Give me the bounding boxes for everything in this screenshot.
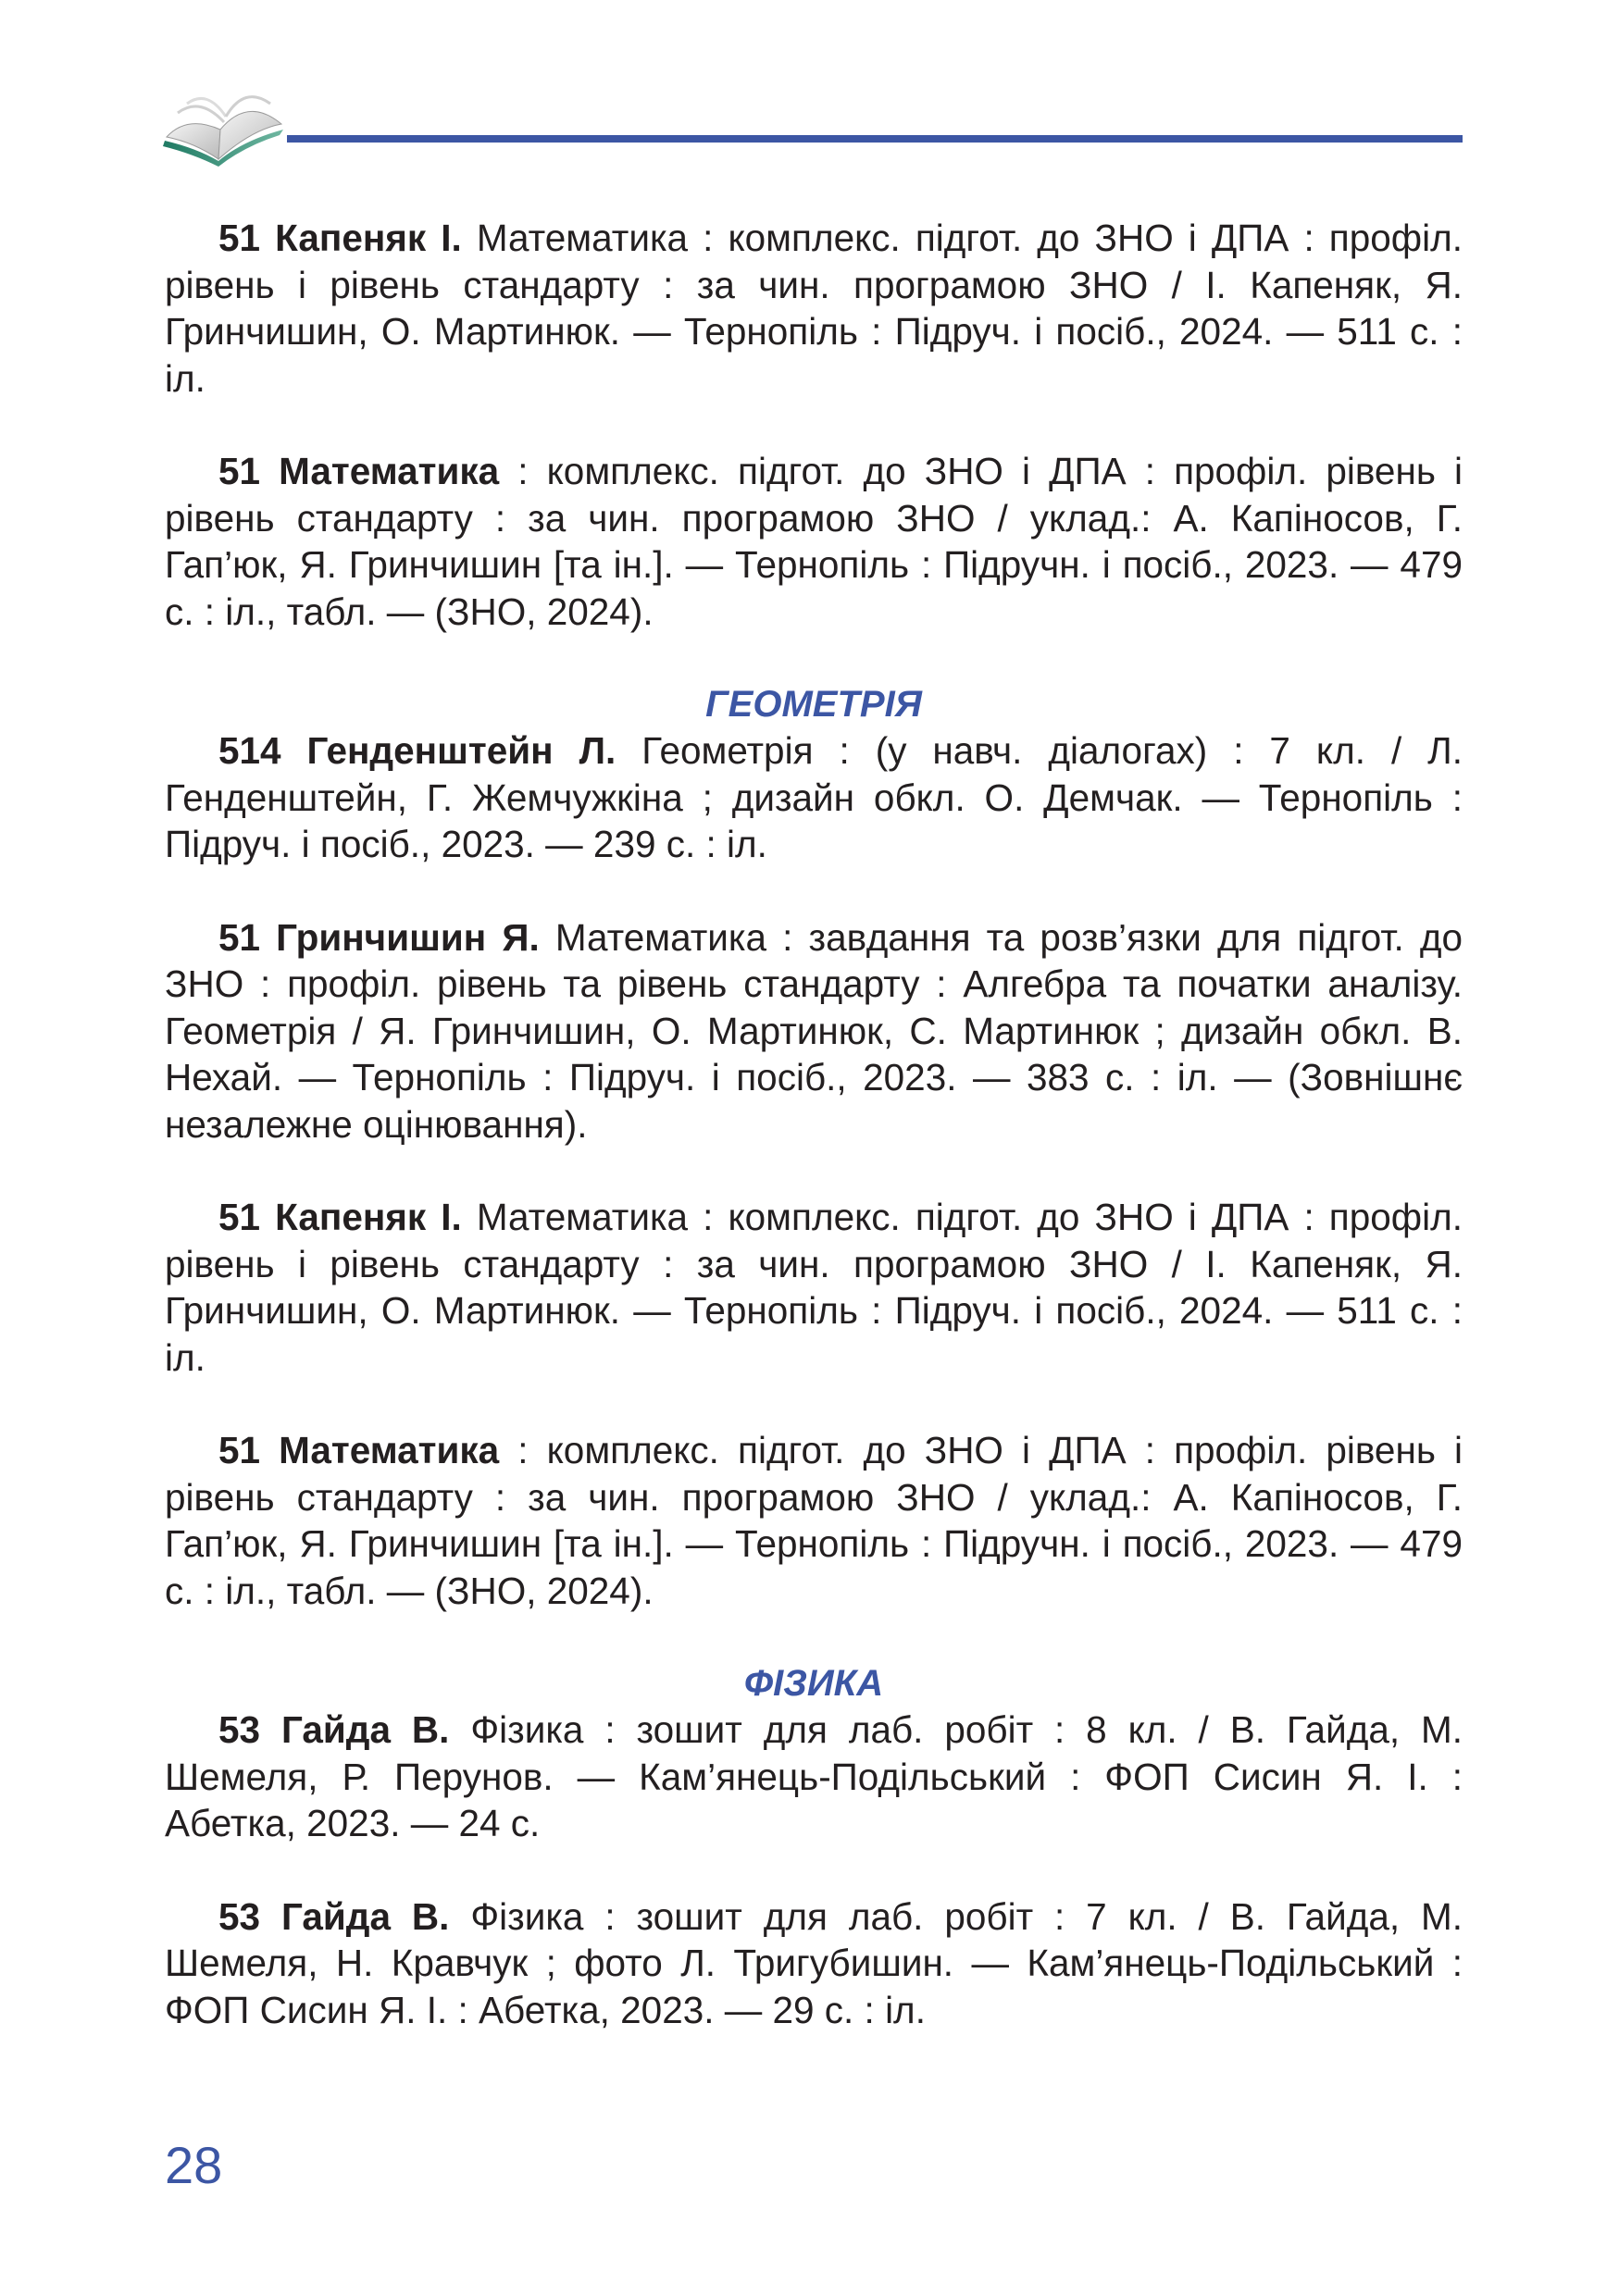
- entry-heading: 53 Гайда В.: [218, 1894, 450, 1938]
- header-rule: [287, 135, 1463, 143]
- entry-description: Математика : комплекс. підгот. до ЗНО і ДПА : профіл. рівень і рівень стандарту : за чин. програмою ЗНО / І. Капеняк, Я. Гринчишин, О. Мартинюк. — Тернопіль : Підруч. і посіб., 2024. — 511 с. : іл.: [165, 217, 1463, 400]
- entry-description: Математика : завдання та розв’язки для підгот. до ЗНО : профіл. рівень та рівень стандарту : Алгебра та початки аналізу. Геометрія / Я. Гринчишин, О. Мартинюк, С. Мартинюк ; дизайн обкл. В. Нехай. — Тернопіль : Підруч. і посіб., 2023. — 383 с. : іл. — (Зовнішнє незалежне оцінювання).: [165, 915, 1463, 1146]
- bibliography-entry: [165, 727, 1463, 868]
- entry-heading: 53 Гайда В.: [218, 1708, 450, 1751]
- entry-description: Фізика : зошит для лаб. робіт : 8 кл. / В. Гайда, М. Шемеля, Р. Перунов. — Кам’янець-Подільський : ФОП Сисин Я. І. : Абетка, 2023. — 24 с.: [165, 1708, 1463, 1844]
- entry-description: Фізика : зошит для лаб. робіт : 7 кл. / В. Гайда, М. Шемеля, Н. Кравчук ; фото Л. Тригубишин. — Кам’янець-Подільський : ФОП Сисин Я. І. : Абетка, 2023. — 29 с. : іл.: [165, 1894, 1463, 2031]
- entry-heading: 51 Капеняк І.: [218, 1196, 462, 1238]
- bibliography-entry: [165, 1194, 1463, 1381]
- entry-description: Геометрія : (у навч. діалогах) : 7 кл. / Л. Генденштейн, Г. Жемчужкіна ; дизайн обкл. О. Демчак. — Тернопіль : Підруч. і посіб., 2023. — 239 с. : іл.: [165, 729, 1463, 865]
- bibliography-entry: [165, 448, 1463, 635]
- page-number: 28: [165, 2136, 223, 2194]
- section-heading: ФІЗИКА: [743, 1663, 884, 1704]
- entry-description: : комплекс. підгот. до ЗНО і ДПА : профіл. рівень і рівень стандарту : за чин. програмою ЗНО / уклад.: А. Капіносов, Г. Гап’юк, Я. Гринчишин [та ін.]. — Тернопіль : Підручн. і посіб., 2023. — 479 с. : іл., табл. — (ЗНО, 2024).: [165, 450, 1463, 633]
- bibliography-entry: [165, 1427, 1463, 1614]
- bibliography-list: [165, 215, 1463, 2079]
- entry-heading: 51 Гринчишин Я.: [218, 915, 540, 959]
- bibliography-entry: [165, 215, 1463, 402]
- entry-heading: 51 Капеняк І.: [218, 217, 462, 259]
- open-book-icon: [159, 76, 289, 168]
- bibliography-entry: [165, 1893, 1463, 2034]
- entry-description: : комплекс. підгот. до ЗНО і ДПА : профіл. рівень і рівень стандарту : за чин. програмою ЗНО / уклад.: А. Капіносов, Г. Гап’юк, Я. Гринчишин [та ін.]. — Тернопіль : Підручн. і посіб., 2023. — 479 с. : іл., табл. — (ЗНО, 2024).: [165, 1429, 1463, 1612]
- page-header: [0, 0, 1619, 185]
- entry-heading: 514 Генденштейн Л.: [218, 729, 616, 772]
- section-heading: ГЕОМЕТРІЯ: [705, 684, 922, 725]
- bibliography-entry: [165, 914, 1463, 1148]
- entry-heading: 51 Математика: [218, 450, 500, 492]
- entry-description: Математика : комплекс. підгот. до ЗНО і ДПА : профіл. рівень і рівень стандарту : за чин. програмою ЗНО / І. Капеняк, Я. Гринчишин, О. Мартинюк. — Тернопіль : Підруч. і посіб., 2024. — 511 с. : іл.: [165, 1196, 1463, 1379]
- bibliography-entry: [165, 1706, 1463, 1847]
- entry-heading: 51 Математика: [218, 1429, 500, 1471]
